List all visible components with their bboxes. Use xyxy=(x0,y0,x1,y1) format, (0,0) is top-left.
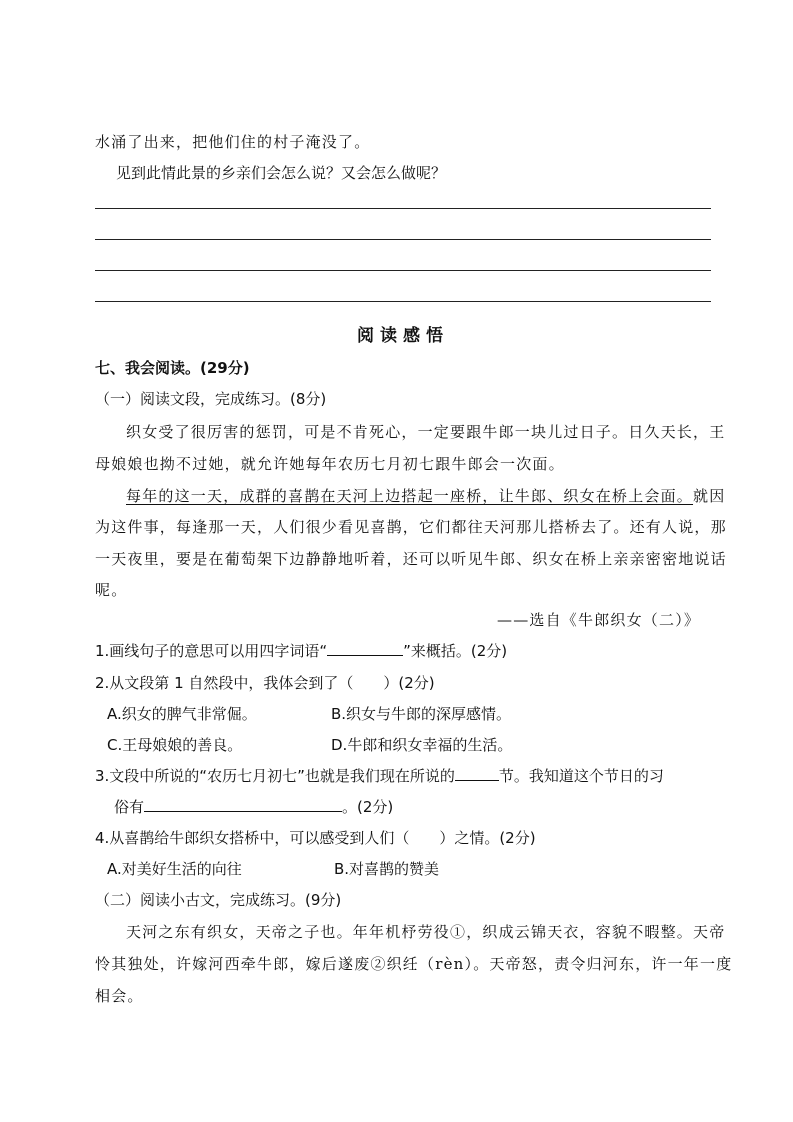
passage-text-line: 水涌了出来，把他们住的村子淹没了。 xyxy=(95,133,371,151)
classical-text-line: 相会。 xyxy=(95,987,144,1005)
answer-line xyxy=(95,301,711,302)
question-1 xyxy=(95,640,507,661)
option-a: A.对美好生活的向往 xyxy=(107,860,242,878)
question-text: 1.画线句子的意思可以用四字词语“ xyxy=(95,642,328,660)
question-4: 4.从喜鹊给牛郎织女搭桥中，可以感受到人们（ ）之情。(2分) xyxy=(95,829,536,847)
option-d: D.牛郎和织女幸福的生活。 xyxy=(331,736,513,754)
underlined-sentence: 每年的这一天，成群的喜鹊在天河上边搭起一座桥，让牛郎、织女在桥上会面。 xyxy=(126,487,694,505)
option-a: A.织女的脾气非常倔。 xyxy=(107,705,257,723)
answer-line xyxy=(95,239,711,240)
passage-text-line xyxy=(126,485,725,506)
classical-text-line: 天河之东有织女，天帝之子也。年年机杼劳役①，织成云锦天衣，容貌不暇整。天帝 xyxy=(126,923,726,941)
question-text: 3.文段中所说的“农历七月初七”也就是我们现在所说的 xyxy=(95,767,455,785)
part-heading: 七、我会阅读。(29分) xyxy=(95,359,250,377)
question-text: 。(2分) xyxy=(342,798,394,816)
question-text: 节。我知道这个节日的习 xyxy=(498,767,664,785)
answer-blank[interactable] xyxy=(455,765,499,781)
question-text: ”来概括。(2分) xyxy=(403,642,508,660)
subsection-heading: （一）阅读文段，完成练习。(8分) xyxy=(95,390,327,408)
passage-text-line: 一天夜里，要是在葡萄架下边静静地听着，还可以听见牛郎、织女在桥上亲亲密密地说话 xyxy=(95,550,727,568)
subsection-heading: （二）阅读小古文，完成练习。(9分) xyxy=(95,891,342,909)
question-text: 俗有 xyxy=(114,798,145,816)
question-text: 见到此情此景的乡亲们会怎么说？又会怎么做呢？ xyxy=(116,164,447,182)
option-c: C.王母娘娘的善良。 xyxy=(107,736,243,754)
passage-text-line: 织女受了很厉害的惩罚，可是不肯死心，一定要跟牛郎一块儿过日子。日久天长，王 xyxy=(126,423,726,441)
answer-line xyxy=(95,270,711,271)
answer-line xyxy=(95,208,711,209)
answer-blank[interactable] xyxy=(327,640,403,656)
option-b: B.对喜鹊的赞美 xyxy=(334,860,440,878)
answer-blank[interactable] xyxy=(144,796,342,812)
passage-text-line: 呢。 xyxy=(95,581,128,599)
question-3-line2 xyxy=(114,796,393,817)
section-title: 阅读感悟 xyxy=(357,326,449,346)
option-b: B.织女与牛郎的深厚感情。 xyxy=(331,705,512,723)
passage-text-line: 母娘娘也拗不过她，就允许她每年农历七月初七跟牛郎会一次面。 xyxy=(95,455,565,473)
passage-text: 就因 xyxy=(693,487,726,505)
question-3 xyxy=(95,765,664,786)
passage-text-line: 为这件事，每逢那一天，人们很少看见喜鹊，它们都往天河那儿搭桥去了。还有人说，那 xyxy=(95,518,727,536)
question-2: 2.从文段第 1 自然段中，我体会到了（ ）(2分) xyxy=(95,674,435,692)
classical-text-line: 怜其独处，许嫁河西牵牛郎，嫁后遂废②织纴（rèn）。天帝怒，责令归河东，许一年一度 xyxy=(95,955,733,973)
source-citation: ——选自《牛郎织女（二）》 xyxy=(497,611,701,629)
